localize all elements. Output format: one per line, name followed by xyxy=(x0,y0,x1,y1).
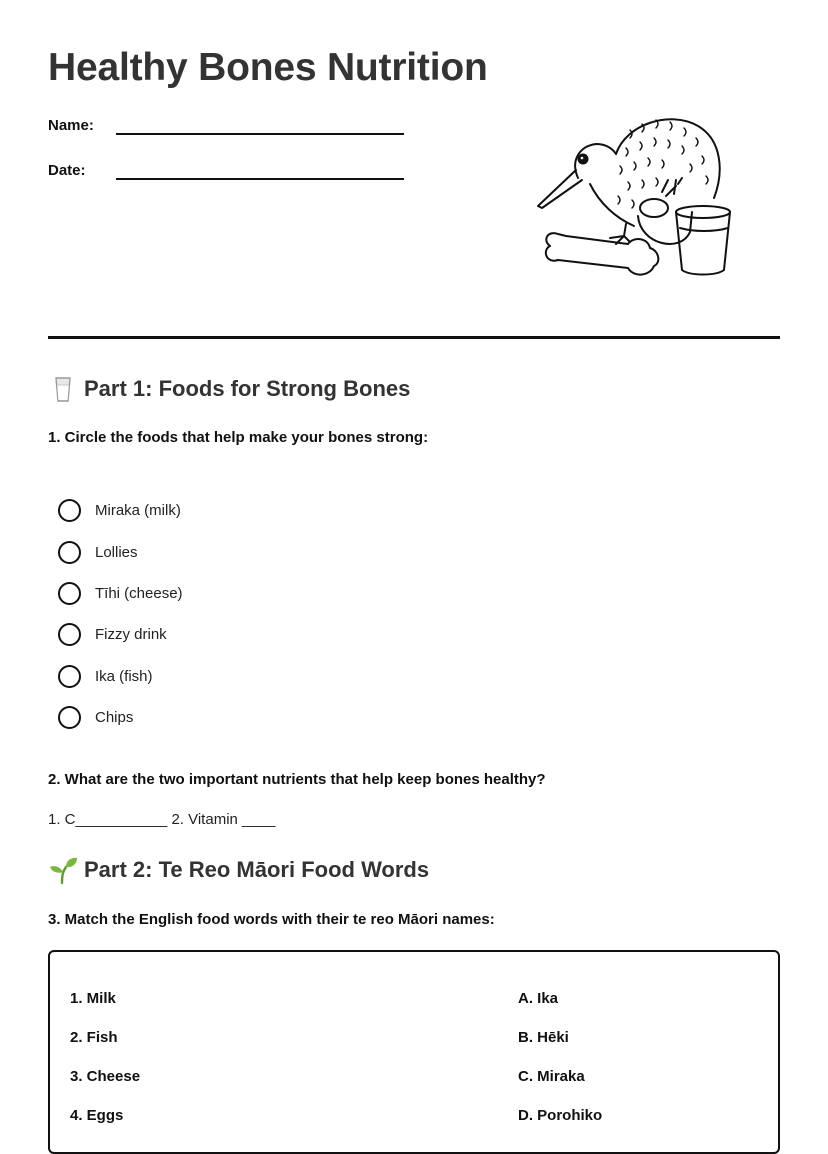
kiwi-bird-with-bone-and-milk-icon xyxy=(530,108,740,288)
name-label: Name: xyxy=(48,117,94,134)
part1-heading-text: Part 1: Foods for Strong Bones xyxy=(84,376,411,401)
question-3: 3. Match the English food words with their te reo Māori names: xyxy=(48,911,495,928)
maori-word: D. Porohiko xyxy=(518,1107,603,1124)
english-words-list xyxy=(70,990,140,1146)
page-title: Healthy Bones Nutrition xyxy=(48,46,488,89)
food-options-list xyxy=(58,490,183,738)
circle-marker[interactable] xyxy=(58,665,81,688)
milk-glass-icon xyxy=(48,374,78,404)
maori-words-list xyxy=(518,990,602,1146)
part2-heading-text: Part 2: Te Reo Māori Food Words xyxy=(84,857,430,882)
english-word: 1. Milk xyxy=(70,990,116,1007)
maori-word: B. Hēki xyxy=(518,1029,569,1046)
part2-heading xyxy=(48,855,429,885)
option-chips[interactable]: Chips xyxy=(58,697,183,738)
question-2: 2. What are the two important nutrients that help keep bones healthy? xyxy=(48,771,546,788)
option-fish[interactable]: Ika (fish) xyxy=(58,656,183,697)
circle-marker[interactable] xyxy=(58,499,81,522)
circle-marker[interactable] xyxy=(58,541,81,564)
date-line[interactable] xyxy=(116,178,404,180)
maori-word: A. Ika xyxy=(518,990,559,1007)
option-milk[interactable]: Miraka (milk) xyxy=(58,490,183,531)
english-word: 3. Cheese xyxy=(70,1068,141,1085)
option-lollies[interactable]: Lollies xyxy=(58,531,183,572)
matching-box xyxy=(48,950,780,1154)
question-1: 1. Circle the foods that help make your bones strong: xyxy=(48,429,429,446)
date-field xyxy=(48,162,86,179)
date-label: Date: xyxy=(48,162,86,179)
circle-marker[interactable] xyxy=(58,582,81,605)
english-word: 2. Fish xyxy=(70,1029,118,1046)
header-divider xyxy=(48,336,780,339)
circle-marker[interactable] xyxy=(58,623,81,646)
option-fizzy-drink[interactable]: Fizzy drink xyxy=(58,614,183,655)
circle-marker[interactable] xyxy=(58,706,81,729)
option-cheese[interactable]: Tīhi (cheese) xyxy=(58,573,183,614)
seedling-icon xyxy=(48,855,78,885)
maori-word: C. Miraka xyxy=(518,1068,585,1085)
name-line[interactable] xyxy=(116,133,404,135)
part1-heading xyxy=(48,374,410,404)
name-field xyxy=(48,117,94,134)
english-word: 4. Eggs xyxy=(70,1107,124,1124)
question-2-blanks[interactable]: 1. C___________ 2. Vitamin ____ xyxy=(48,811,276,828)
